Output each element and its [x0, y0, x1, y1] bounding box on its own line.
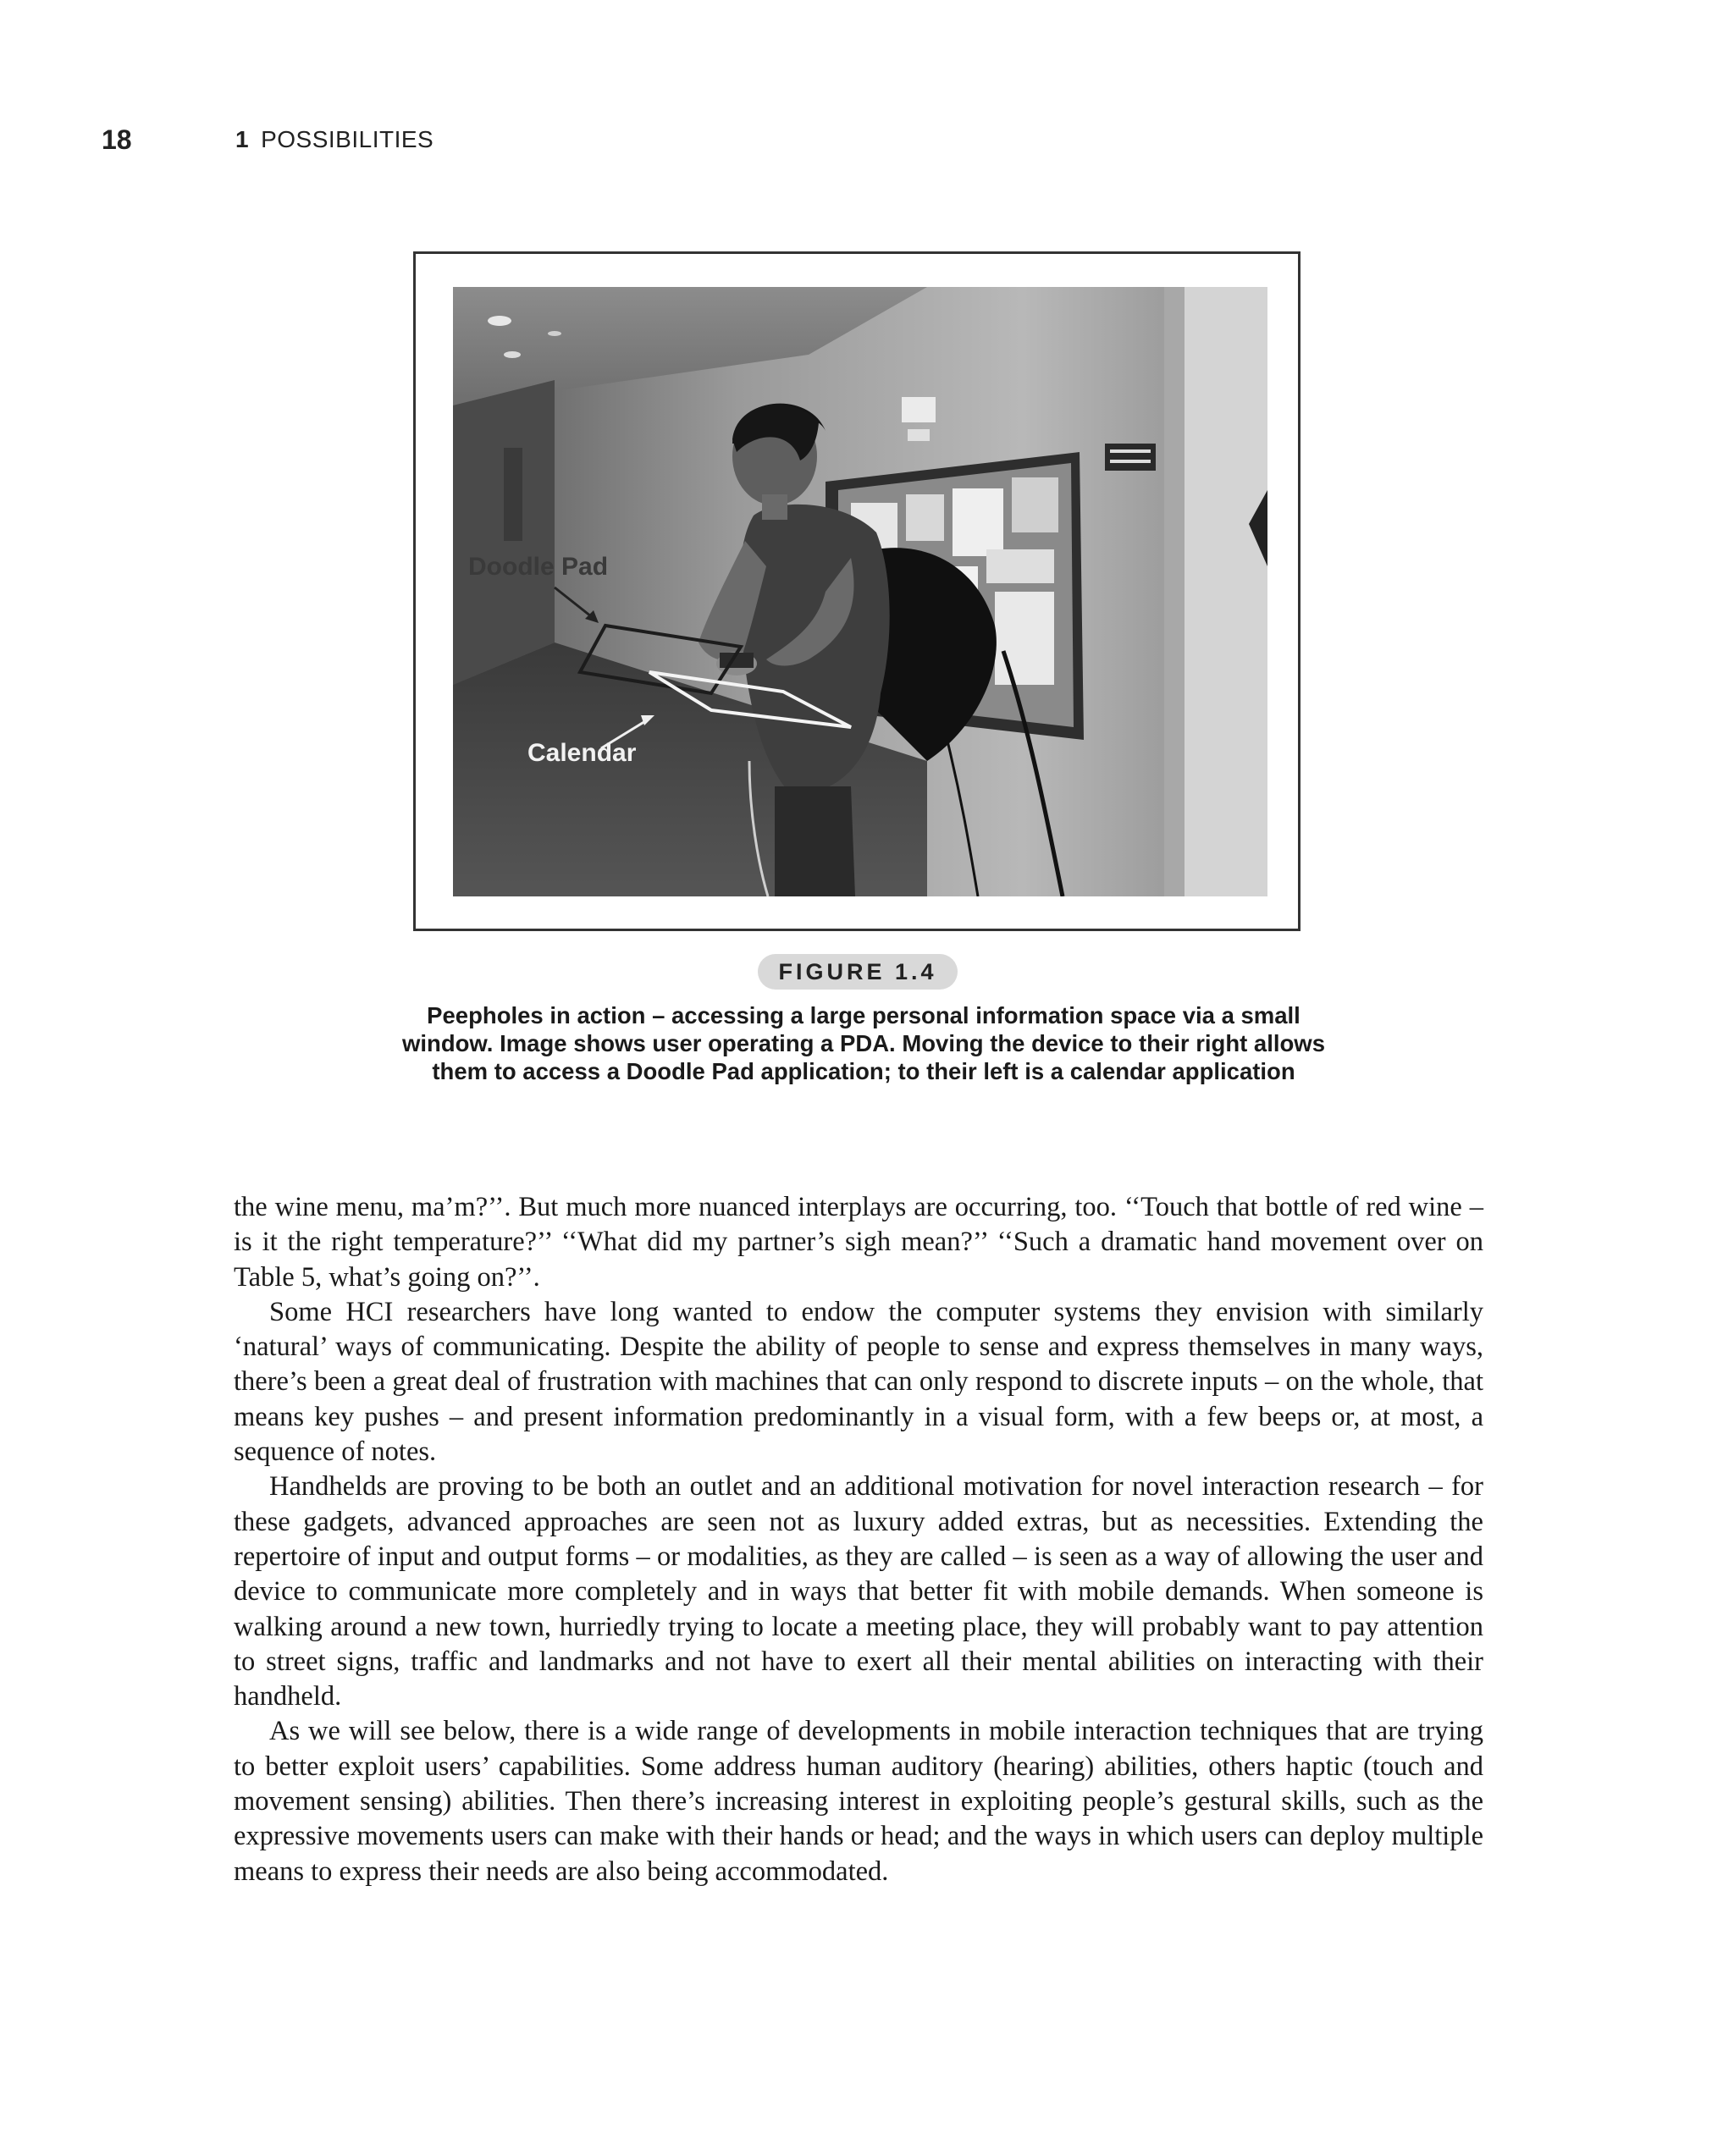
chapter-heading	[235, 123, 434, 157]
paragraph: the wine menu, ma’m?’’. But much more nuanced interplays are occurring, too. ‘‘Touch that bottle of red wine – is it the right temperature?’’ ‘‘What did my partner’s sigh mean?’’ ‘‘Such a dramatic hand movement over on Table 5, what’s going on?’’.	[234, 1192, 1483, 1293]
figure-caption: Peepholes in action – accessing a large personal information space via a small window. Image shows user operating a PDA. Moving the device to their right allows them to access a Doodle Pad application; to their left is a calendar application	[402, 1002, 1325, 1084]
figure-photo	[453, 287, 1267, 896]
figure-frame	[413, 251, 1300, 931]
body-text	[234, 1190, 1483, 1889]
figure-label: FIGURE 1.4	[758, 954, 958, 990]
calendar-label: Calendar	[527, 739, 637, 767]
page-number: 18	[102, 124, 132, 155]
chapter-number: 1	[235, 126, 250, 152]
paragraph: Handhelds are proving to be both an outlet and an additional motivation for novel interaction research – for these gadgets, advanced approaches are seen not as luxury added extras, but as necessities. Extending the repertoire of input and output forms – or modalities, as they are called – is seen as a way of allowing the user and device to communicate more completely and in ways that better fit with mobile demands. When someone is walking around a new town, hurriedly trying to locate a meeting place, they will probably want to pay attention to street signs, traffic and landmarks and not have to exert all their mental abilities on interacting with their handheld.	[234, 1471, 1483, 1712]
chapter-title: POSSIBILITIES	[261, 126, 434, 152]
paragraph: Some HCI researchers have long wanted to endow the computer systems they envision with similarly ‘natural’ ways of communicating. Despite the ability of people to sense and express themselves in many ways, there’s been a great deal of frustration with machines that can only respond to discrete inputs – on the whole, that means key pushes – and present information predominantly in a visual form, with a few beeps or, at most, a sequence of notes.	[234, 1296, 1483, 1468]
paragraph: As we will see below, there is a wide range of developments in mobile interaction techniques that are trying to better exploit users’ capabilities. Some address human auditory (hearing) abilities, others haptic (touch and movement sensing) abilities. Then there’s increasing interest in exploiting people’s gestural skills, such as the expressive movements users can make with their hands or head; and the ways in which users can deploy multiple means to express their needs are also being accommodated.	[234, 1716, 1483, 1887]
doodle-pad-label: Doodle Pad	[468, 553, 609, 581]
